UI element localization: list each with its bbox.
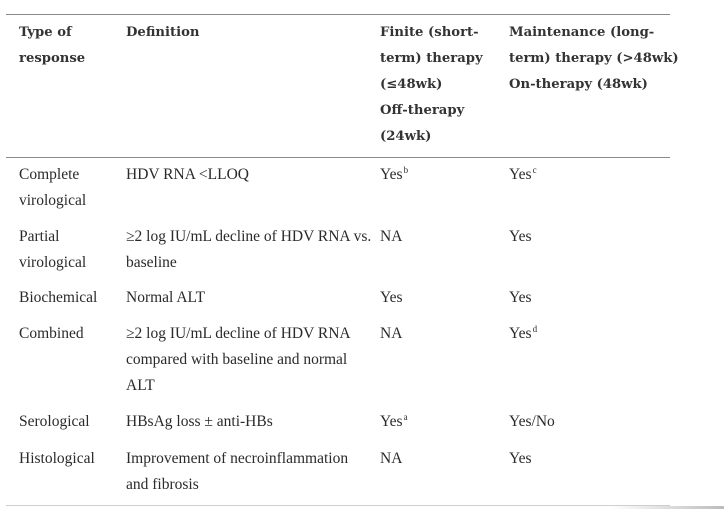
header-line: Maintenance (long- [509,25,655,40]
cell-value: Yes [509,289,532,306]
cell-response-type [19,321,119,347]
cell-finite [380,285,500,311]
cell-line: virological [19,192,87,209]
table-top-rule [6,14,670,15]
header-line: On-therapy (48wk) [509,77,648,92]
header-maintenance-therapy [509,20,721,98]
cell-finite [380,446,500,472]
footnote-mark: a [403,412,408,422]
cell-value: Yes [509,450,532,467]
cell-definition [126,285,371,311]
cell-value: NA [380,228,403,245]
header-line: Definition [126,25,200,40]
cell-line: HBsAg loss ± anti-HBs [126,413,273,430]
cell-line: baseline [126,254,177,271]
cell-definition [126,224,371,276]
header-line: Off-therapy [380,103,465,118]
cell-value: Yes [380,413,403,430]
cell-maintenance [509,162,709,188]
cell-value: NA [380,325,403,342]
cell-line: ALT [126,377,155,394]
cell-finite [380,321,500,347]
cell-value: Yes [509,166,532,183]
footnote-mark: b [403,165,409,175]
header-bottom-rule [6,157,670,158]
cell-line: Combined [19,325,84,342]
cell-line: Biochemical [19,289,98,306]
cell-line: Serological [19,413,90,430]
cell-line: compared with baseline and normal [126,351,348,368]
cell-maintenance [509,285,709,311]
cell-value: Yes [380,289,403,306]
footnote-mark: c [532,165,537,175]
header-line: Finite (short- [380,25,479,40]
cell-line: Histological [19,450,95,467]
cell-response-type [19,285,119,311]
cell-response-type [19,162,119,214]
cell-finite [380,224,500,250]
header-line: term) therapy [380,51,483,66]
cell-value: Yes [380,166,403,183]
header-type-of-response [19,20,119,72]
cell-maintenance [509,446,709,472]
header-line: term) therapy (>48wk) [509,51,679,66]
cell-line: Complete [19,166,80,183]
cell-maintenance [509,409,709,435]
cell-response-type [19,224,119,276]
header-finite-therapy [380,20,502,150]
cell-finite [380,409,500,435]
cell-value: Yes [509,325,532,342]
cell-value: NA [380,450,403,467]
cell-line: Improvement of necroinflammation [126,450,349,467]
cell-line: Partial [19,228,60,245]
cell-line: virological [19,254,87,271]
header-line: (≤48wk) [380,77,443,92]
table-bottom-rule [6,505,670,506]
cell-definition [126,162,371,188]
cell-line: Normal ALT [126,289,206,306]
cell-definition [126,409,371,435]
header-line: response [19,51,86,66]
header-definition [126,20,366,46]
cell-definition [126,446,371,498]
cell-value: Yes [509,228,532,245]
cell-response-type [19,409,119,435]
cell-line: ≥2 log IU/mL decline of HDV RNA vs. [126,228,372,245]
cell-finite [380,162,500,188]
cell-response-type [19,446,119,472]
cell-line: and fibrosis [126,476,199,493]
cell-value: Yes/No [509,413,555,430]
cell-definition [126,321,371,399]
cell-maintenance [509,321,709,347]
header-line: Type of [19,25,72,40]
cell-maintenance [509,224,709,250]
cell-line: ≥2 log IU/mL decline of HDV RNA [126,325,351,342]
cell-line: HDV RNA <LLOQ [126,166,249,183]
page-edge-shadow [610,506,724,509]
footnote-mark: d [532,324,538,334]
header-line: (24wk) [380,129,432,144]
